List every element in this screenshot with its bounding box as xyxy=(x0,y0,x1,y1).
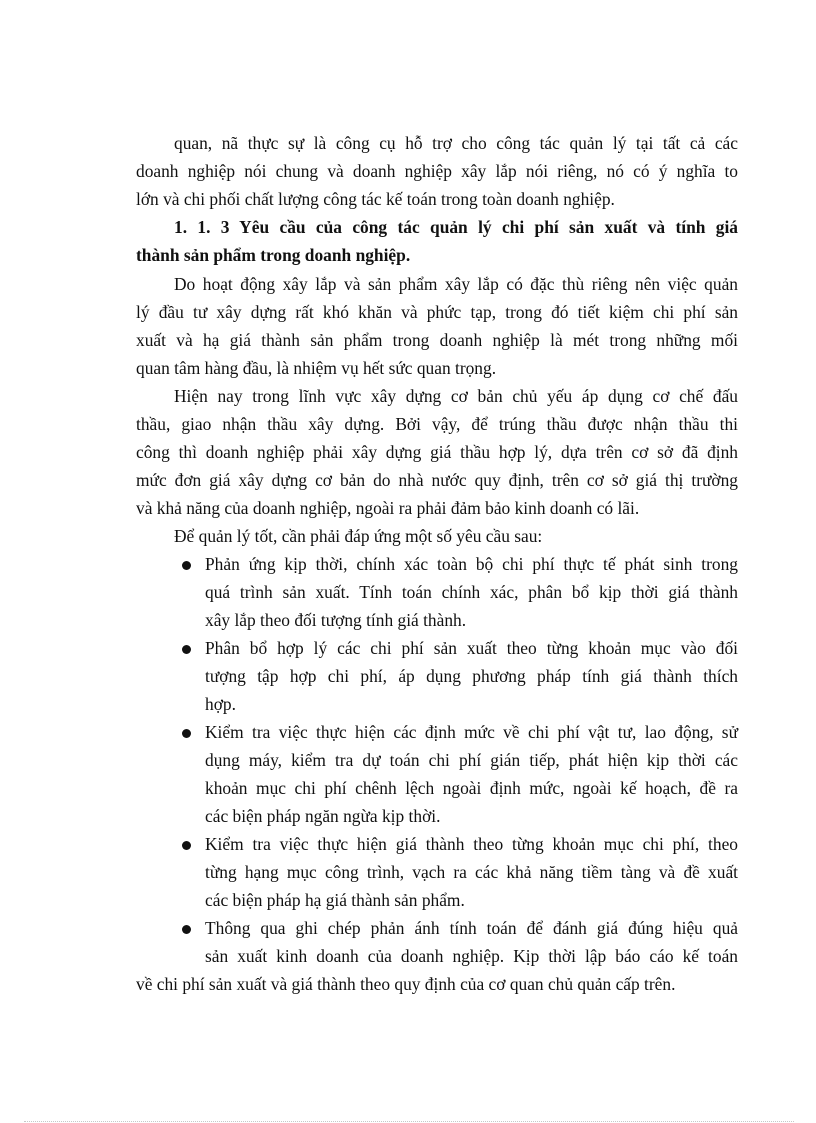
bullet-1-line-1: Phản ứng kịp thời, chính xác toàn bộ chi phí thực tế phát sinh trong xyxy=(205,554,738,574)
bullet-5-line-2: sản xuất kinh doanh của doanh nghiệp. Kịp thời lập báo cáo kế toán xyxy=(205,946,738,966)
section-heading-line-1: 1. 1. 3 Yêu cầu của công tác quản lý chi phí sản xuất và tính giá xyxy=(174,217,738,237)
bullet-4-line-1: Kiểm tra việc thực hiện giá thành theo từng khoản mục chi phí, theo xyxy=(205,834,738,854)
bullet-3-line-1: Kiểm tra việc thực hiện các định mức về chi phí vật tư, lao động, sử xyxy=(205,722,738,742)
bullet-1-line-3: xây lắp theo đối tượng tính giá thành. xyxy=(205,610,467,630)
bullet-3-line-3: khoản mục chi phí chênh lệch ngoài định mức, ngoài kế hoạch, đề ra xyxy=(205,778,738,798)
paragraph-2-line-4: quan tâm hàng đầu, là nhiệm vụ hết sức quan trọng. xyxy=(136,358,497,378)
paragraph-3-line-4: mức đơn giá xây dựng cơ bản do nhà nước quy định, trên cơ sở giá thị trường xyxy=(136,470,738,490)
paragraph-3-line-3: công thì doanh nghiệp phải xây dựng giá thầu hợp lý, dựa trên cơ sở đã định xyxy=(136,442,738,462)
paragraph-3-line-1: Hiện nay trong lĩnh vực xây dựng cơ bản chủ yếu áp dụng cơ chế đấu xyxy=(174,386,738,406)
bullet-2-line-2: tượng tập hợp chi phí, áp dụng phương pháp tính giá thành thích xyxy=(205,666,738,686)
paragraph-1-line-1: quan, nã thực sự là công cụ hỗ trợ cho công tác quản lý tại tất cả các xyxy=(174,133,738,153)
requirements-intro: Để quản lý tốt, cần phải đáp ứng một số yêu cầu sau: xyxy=(174,526,543,546)
bullet-2-line-1: Phân bổ hợp lý các chi phí sản xuất theo từng khoản mục vào đối xyxy=(205,638,738,658)
paragraph-1-line-3: lớn và chi phối chất lượng công tác kế toán trong toàn doanh nghiệp. xyxy=(136,189,615,209)
paragraph-3-line-2: thầu, giao nhận thầu xây dựng. Bởi vậy, để trúng thầu được nhận thầu thi xyxy=(136,414,738,434)
bullet-4-icon xyxy=(182,841,191,850)
bullet-5-line-3: về chi phí sản xuất và giá thành theo quy định của cơ quan chủ quản cấp trên. xyxy=(136,974,676,994)
bullet-3-line-2: dụng máy, kiểm tra dự toán chi phí gián tiếp, phát hiện kịp thời các xyxy=(205,750,738,770)
section-heading-line-2: thành sản phẩm trong doanh nghiệp. xyxy=(136,245,411,265)
paragraph-3-line-5: và khả năng của doanh nghiệp, ngoài ra phải đảm bảo kinh doanh có lãi. xyxy=(136,498,640,518)
page-bottom-divider xyxy=(24,1121,794,1122)
paragraph-2-line-3: xuất và hạ giá thành sản phẩm trong doanh nghiệp là mét trong những mối xyxy=(136,330,738,350)
paragraph-2-line-2: lý đầu tư xây dựng rất khó khăn và phức tạp, trong đó tiết kiệm chi phí sản xyxy=(136,302,738,322)
bullet-1-line-2: quá trình sản xuất. Tính toán chính xác, phân bổ kịp thời giá thành xyxy=(205,582,738,602)
bullet-4-line-2: từng hạng mục công trình, vạch ra các khả năng tiềm tàng và đề xuất xyxy=(205,862,738,882)
paragraph-2-line-1: Do hoạt động xây lắp và sản phẩm xây lắp có đặc thù riêng nên việc quản xyxy=(174,274,738,294)
bullet-4-line-3: các biện pháp hạ giá thành sản phẩm. xyxy=(205,890,465,910)
bullet-3-line-4: các biện pháp ngăn ngừa kịp thời. xyxy=(205,806,441,826)
bullet-5-icon xyxy=(182,925,191,934)
bullet-5-line-1: Thông qua ghi chép phản ánh tính toán để đánh giá đúng hiệu quả xyxy=(205,918,738,938)
bullet-2-icon xyxy=(182,645,191,654)
bullet-1-icon xyxy=(182,561,191,570)
bullet-3-icon xyxy=(182,729,191,738)
bullet-2-line-3: hợp. xyxy=(205,694,236,714)
paragraph-1-line-2: doanh nghiệp nói chung và doanh nghiệp xây lắp nói riêng, nó có ý nghĩa to xyxy=(136,161,738,181)
